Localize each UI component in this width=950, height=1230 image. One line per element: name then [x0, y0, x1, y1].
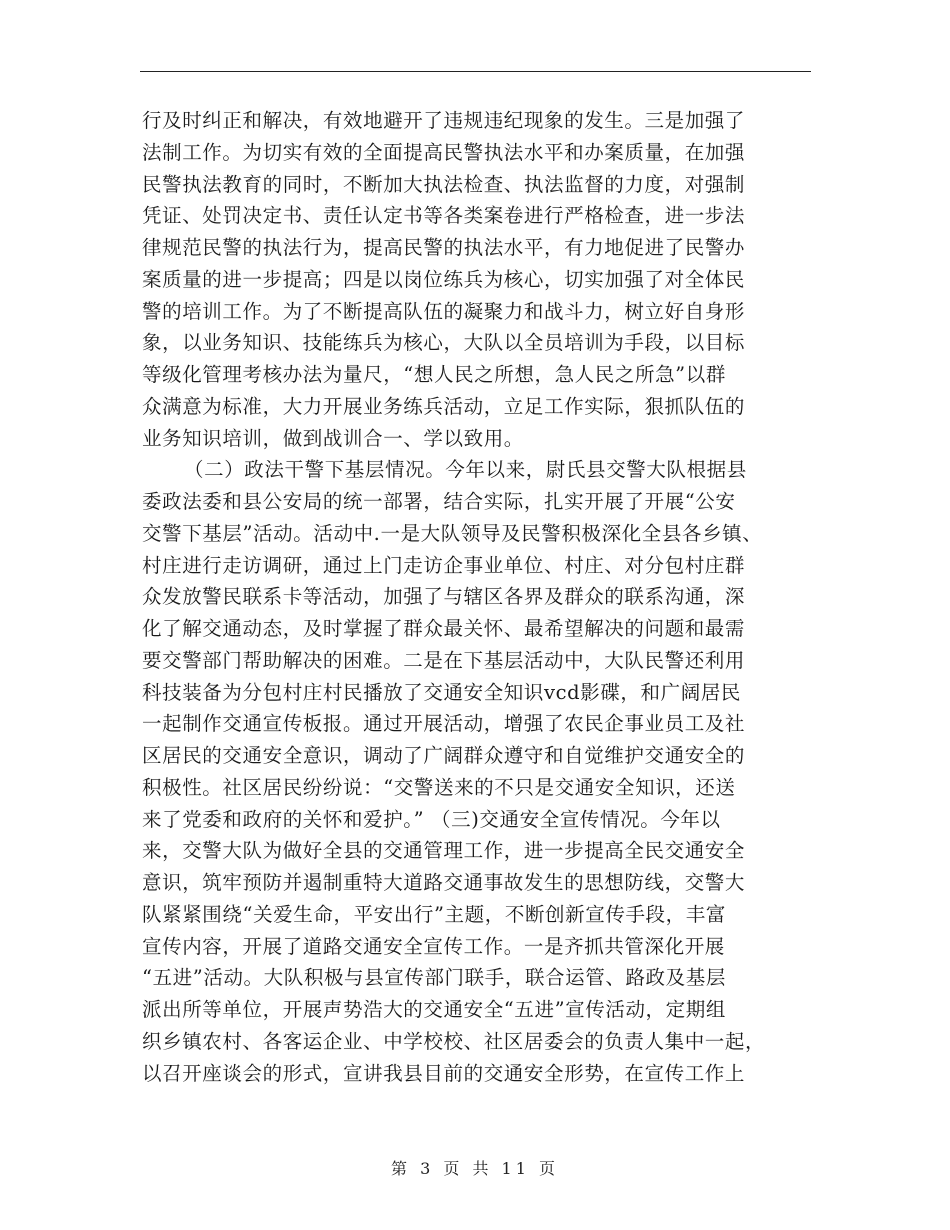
text-line: 区居民的交通安全意识，调动了广阔群众遵守和自觉维护交通安全的	[142, 744, 746, 767]
text-line: 法制工作。为切实有效的全面提高民警执法水平和办案质量，在加强	[142, 140, 746, 164]
text-line: 凭证、处罚决定书、责任认定书等各类案卷进行严格检查，进一步法	[142, 204, 746, 228]
text-line: 队紧紧围绕“关爱生命，平安出行”主题，不断创新宣传手段，丰富	[142, 902, 726, 926]
header-rule	[140, 71, 811, 72]
text-line: 来了党委和政府的关怀和爱护。” （三)交通安全宣传情况。今年以	[142, 807, 721, 831]
text-line: 交警下基层”活动。活动中.一是大队领导及民警积极深化全县各乡镇、	[142, 521, 763, 545]
text-line: 意识，筑牢预防并遏制重特大道路交通事故发生的思想防线，交警大	[142, 871, 746, 894]
text-line: 民警执法教育的同时，不断加大执法检查、执法监督的力度，对强制	[142, 172, 746, 196]
text-line: “五进”活动。大队积极与县宣传部门联手，联合运管、路政及基层	[142, 966, 726, 990]
text-line: 律规范民警的执法行为，提高民警的执法水平，有力地促进了民警办	[142, 236, 746, 259]
text-line: 来，交警大队为做好全县的交通管理工作，进一步提高全民交通安全	[142, 839, 746, 863]
text-line: 众满意为标准，大力开展业务练兵活动，立足工作实际，狠抓队伍的	[142, 394, 746, 418]
text-line: 委政法委和县公安局的统一部署，结合实际，扎实开展了开展“公安	[142, 490, 736, 513]
text-line: 村庄进行走访调研，通过上门走访企事业单位、村庄、对分包村庄群	[142, 553, 746, 577]
text-line: 以召开座谈会的形式，宣讲我县目前的交通安全形势，在宣传工作上	[142, 1061, 746, 1085]
document-body	[142, 105, 832, 1089]
text-line: 众发放警民联系卡等活动，加强了与辖区各界及群众的联系沟通，深	[142, 585, 746, 609]
text-line: 宣传内容，开展了道路交通安全宣传工作。一是齐抓共管深化开展	[142, 934, 725, 958]
text-line: 业务知识培训，做到战训合一、学以致用。	[142, 426, 524, 450]
text-line: 化了解交通动态，及时掌握了群众最关怀、最希望解决的问题和最需	[142, 617, 746, 640]
text-line: 派出所等单位，开展声势浩大的交通安全“五进”宣传活动，定期组	[142, 998, 726, 1021]
text-line: 积极性。社区居民纷纷说：“交警送来的不只是交通安全知识，还送	[142, 775, 736, 799]
text-line: 警的培训工作。为了不断提高队伍的凝聚力和战斗力，树立好自身形	[142, 299, 746, 323]
text-line: （二）政法干警下基层情况。今年以来，尉氏县交警大队根据县	[184, 458, 747, 482]
text-line: 要交警部门帮助解决的困难。二是在下基层活动中，大队民警还利用	[142, 648, 746, 672]
text-line: 科技装备为分包村庄村民播放了交通安全知识vcd影碟，和广阔居民	[142, 680, 742, 704]
text-line: 案质量的进一步提高；四是以岗位练兵为核心，切实加强了对全体民	[142, 267, 746, 291]
text-line: 织乡镇农村、各客运企业、中学校校、社区居委会的负责人集中一起，	[142, 1029, 766, 1053]
text-line: 象，以业务知识、技能练兵为核心，大队以全员培训为手段，以目标	[142, 331, 746, 355]
text-line: 行及时纠正和解决，有效地避开了违规违纪现象的发生。三是加强了	[142, 109, 746, 132]
text-line: 等级化管理考核办法为量尺，“想人民之所想，急人民之所急”以群	[142, 363, 726, 386]
page-number-footer: 第 3 页 共 11 页	[391, 1159, 559, 1178]
text-line: 一起制作交通宣传板报。通过开展活动，增强了农民企事业员工及社	[142, 712, 746, 736]
